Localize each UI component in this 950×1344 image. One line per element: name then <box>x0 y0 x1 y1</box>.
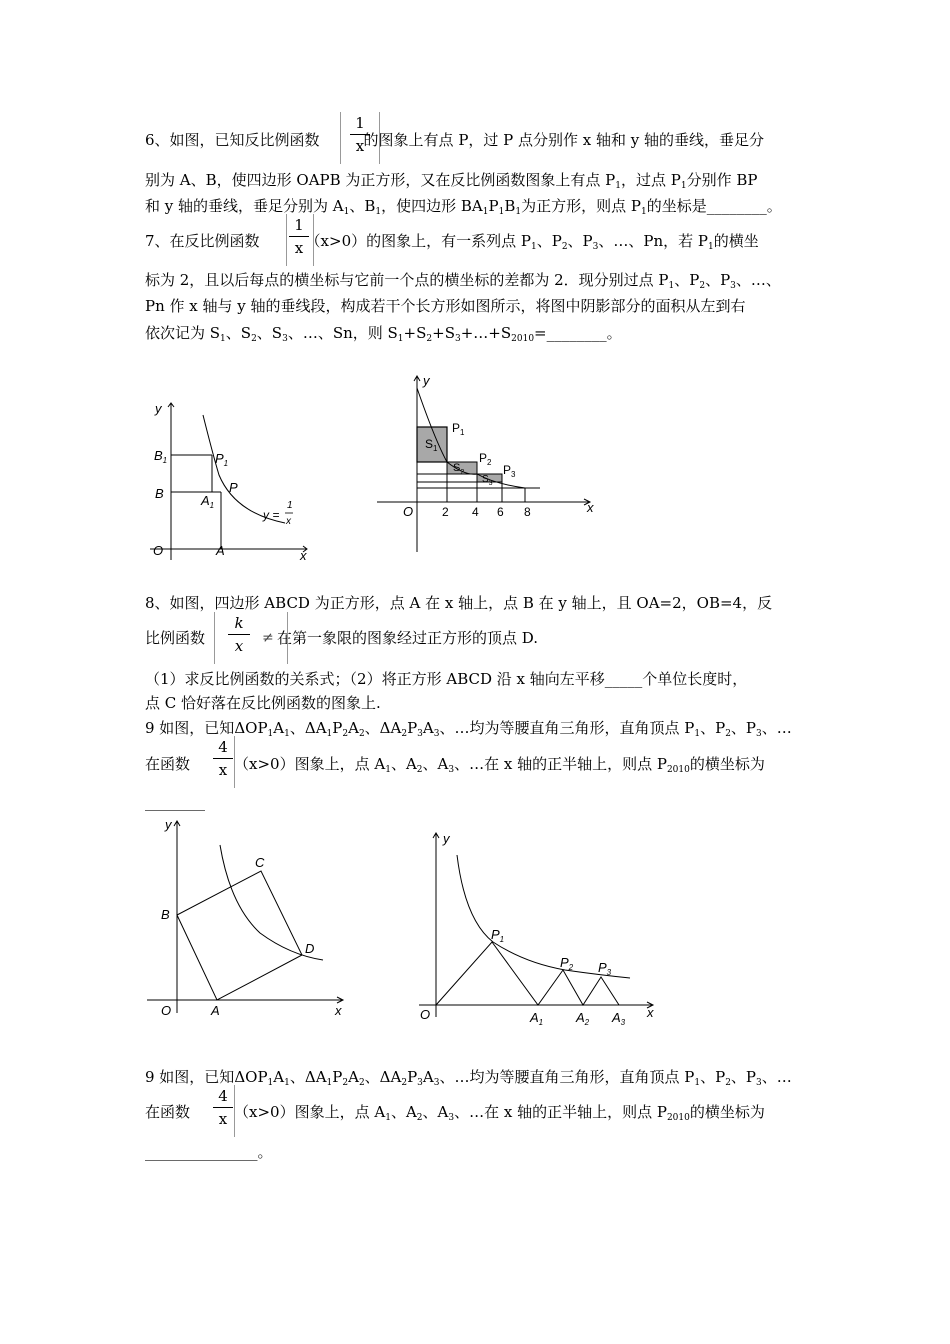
frac-numerator: 1 <box>355 114 365 132</box>
figure-q7 <box>375 370 605 560</box>
q9b-line1: 9 如图，已知$\Delta OP_1A_1$、$\Delta A_1P_2A_2$、$\Delta A_2P_3A_3$、…均为等腰直角三角形，直角顶点 $P_1$、$P_2$、$P_3$、… <box>145 1068 792 1088</box>
svg-text:8: 8 <box>524 505 531 519</box>
svg-text:P3: $P_3$ <box>598 960 612 977</box>
svg-text:x: x <box>647 1005 654 1020</box>
svg-text:y: y <box>165 817 172 832</box>
q6-fraction <box>350 114 370 155</box>
q7-line4: 依次记为 $S_1$、$S_2$、$S_3$、…、Sn，则 $S_1+S_2+S_3+\dots+S_{2010}=\_\_\_\_\_\_\_\_$。 <box>145 324 622 344</box>
svg-text:A1: $A_1$ <box>201 493 215 510</box>
svg-text:P1: $P_1$ <box>491 927 505 944</box>
svg-text:P1: $P_1$ <box>452 421 465 437</box>
svg-text:x: x <box>587 500 594 515</box>
svg-text:S2: $S_2$ <box>453 462 465 476</box>
svg-text:x: x <box>335 1003 342 1018</box>
svg-text:S3: $S_3$ <box>482 474 493 487</box>
q9a-line2: 在函数 （x>0）图象上，点 $A_1$、$A_2$、$A_3$、…在 x 轴的正半轴上，则点 $P_{2010}$的横坐标为 <box>145 755 765 775</box>
svg-text:O: O <box>420 1007 431 1022</box>
q7-line3: Pn 作 x 轴与 y 轴的垂线段，构成若干个长方形如图所示，将图中阴影部分的面积从左到右 <box>145 297 746 315</box>
q8-fraction: k x <box>228 614 250 655</box>
figure-q6 <box>145 395 320 565</box>
square-abcd <box>177 871 302 1000</box>
svg-text:1: 1 <box>287 500 293 511</box>
q7-fraction: 1 x <box>289 216 309 257</box>
frac-denominator: x <box>355 137 365 155</box>
q9b-line3: _______________。 <box>145 1143 273 1161</box>
svg-text:C: C <box>255 855 265 870</box>
svg-text:y: y <box>443 831 450 846</box>
svg-text:P3: $P_3$ <box>503 463 516 479</box>
q9a-line1: 9 如图，已知$\Delta OP_1A_1$、$\Delta A_1P_2A_2$、$\Delta A_2P_3A_3$、…均为等腰直角三角形，直角顶点 $P_1$、$P_2$、$P_3$、… <box>145 719 792 739</box>
svg-text:2: 2 <box>442 505 449 519</box>
q8-line1: 8、如图，四边形 ABCD 为正方形，点 A 在 x 轴上，点 B 在 y 轴上，且 OA=2，OB=4，反 <box>145 594 773 612</box>
svg-text:y: y <box>423 373 430 388</box>
hyperbola-curve <box>417 388 540 488</box>
svg-text:O: O <box>153 543 164 558</box>
q9a-line3: ________ <box>145 793 205 811</box>
q7-line1: 7、在反比例函数 （x>0）的图象上，有一系列点 $P_1$、$P_2$、$P_3$、…、Pn，若 $P_1$的横坐 <box>145 232 759 252</box>
svg-text:y =: y = <box>263 508 280 522</box>
svg-text:P2: $P_2$ <box>479 451 492 467</box>
svg-text:S1: $S_1$ <box>425 437 438 453</box>
q6-text: 6、如图，已知反比例函数 <box>145 131 320 149</box>
neq-symbol: ≠ <box>262 630 274 646</box>
q8-line3: （1）求反比例函数的关系式；（2）将正方形 ABCD 沿 x 轴向左平移_____个单位长度时， <box>145 670 748 688</box>
svg-text:A2: $A_2$ <box>576 1010 590 1027</box>
q6-text: 的图象上有点 P，过 P 点分别作 x 轴和 y 轴的垂线，垂足分 <box>363 131 765 149</box>
q6-line1 <box>145 130 764 150</box>
svg-text:x: x <box>286 516 291 527</box>
svg-text:P: P <box>229 480 238 495</box>
q6-line2: 别为 A、B，使四边形 OAPB 为正方形，又在反比例函数图象上有点 $P_1$，过点 $P_1$分别作 BP <box>145 171 758 191</box>
figure-q9 <box>415 825 665 1030</box>
q9a-fraction: 4 x <box>213 738 233 779</box>
svg-text:A: A <box>211 1003 220 1018</box>
svg-text:B: B <box>161 907 170 922</box>
figure-q8 <box>145 815 355 1025</box>
q9b-line2: 在函数 （x>0）图象上，点 $A_1$、$A_2$、$A_3$、…在 x 轴的正半轴上，则点 $P_{2010}$的横坐标为 <box>145 1103 765 1123</box>
hyperbola-curve <box>203 415 285 523</box>
svg-text:4: 4 <box>472 505 479 519</box>
svg-text:A: A <box>216 543 225 558</box>
q9b-fraction: 4 x <box>213 1087 233 1128</box>
svg-text:O: O <box>403 504 414 519</box>
q8-line2: 比例函数 在第一象限的图象经过正方形的顶点 D. <box>145 629 539 647</box>
svg-text:B: B <box>155 486 164 501</box>
svg-text:y: y <box>155 401 162 416</box>
svg-text:P1: $P_1$ <box>215 451 229 468</box>
svg-text:P2: $P_2$ <box>560 955 574 972</box>
svg-text:O: O <box>161 1003 172 1018</box>
q6-line3: 和 y 轴的垂线，垂足分别为 $A_1$、$B_1$，使四边形 $BA_1P_1B_1$为正方形，则点 $P_1$的坐标是________。 <box>145 197 782 217</box>
svg-text:A3: $A_3$ <box>612 1010 626 1027</box>
svg-text:6: 6 <box>497 505 504 519</box>
svg-text:x: x <box>300 548 307 563</box>
svg-text:A1: $A_1$ <box>530 1010 544 1027</box>
svg-text:D: D <box>305 941 315 956</box>
svg-text:B1: $B_1$ <box>154 448 168 465</box>
q8-line4: 点 C 恰好落在反比例函数的图象上. <box>145 694 381 712</box>
q7-line2: 标为 2，且以后每点的横坐标与它前一个点的横坐标的差都为 2．现分别过点 $P_1$、$P_2$、$P_3$、…、 <box>145 271 781 291</box>
q8-fraction-box <box>214 612 288 664</box>
